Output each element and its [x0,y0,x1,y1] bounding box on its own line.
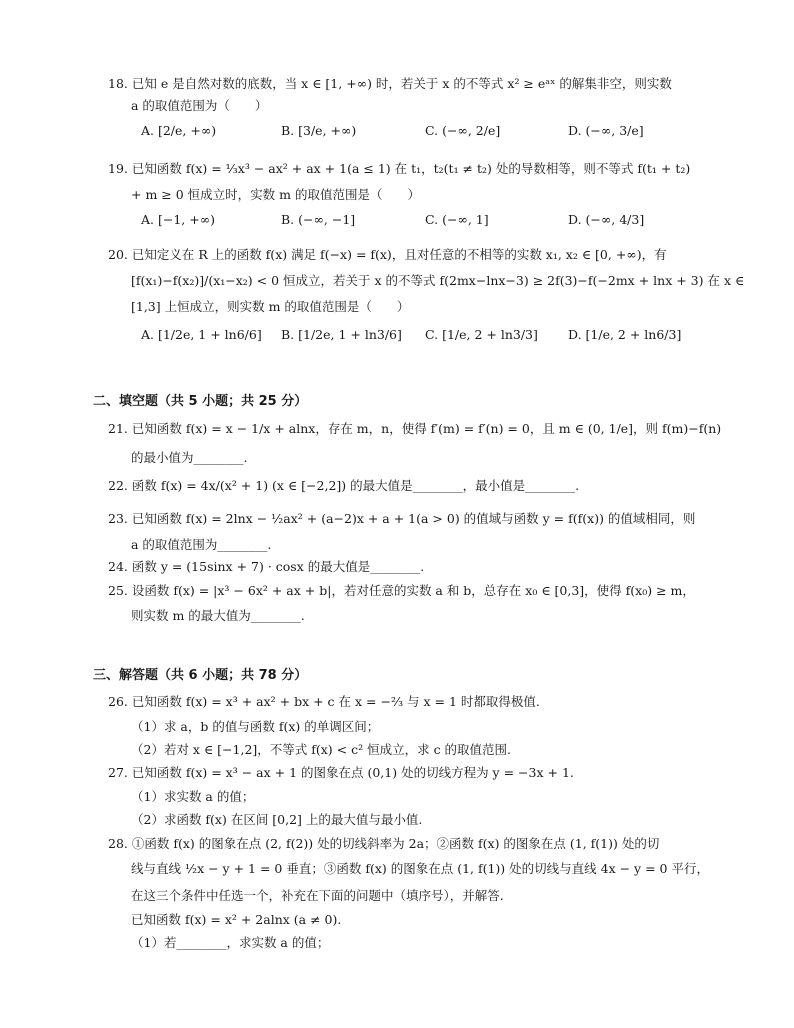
q28-line5: （1）若________，求实数 a 的值； [131,935,330,950]
q23-line2: a 的取值范围为________. [131,537,272,552]
q19-option-b: B. (−∞, −1] [281,212,356,227]
q18-option-b: B. [3/e, +∞) [281,123,357,138]
q22-line1: 22. 函数 f(x) = 4x/(x² + 1) (x ∈ [−2,2]) 的最大值是________，最小值是________. [108,478,580,493]
q19-option-a: A. [−1, +∞) [141,212,215,227]
q19-option-c: C. (−∞, 1] [425,212,489,227]
q28-line4: 已知函数 f(x) = x² + 2alnx (a ≠ 0). [131,912,342,927]
q24-line1: 24. 函数 y = (15sinx + 7) · cosx 的最大值是________. [108,559,425,574]
q27-line3: （2）求函数 f(x) 在区间 [0,2] 上的最大值与最小值. [131,812,423,827]
q18-line2: a 的取值范围为（ ） [131,98,268,113]
q20-option-d: D. [1/e, 2 + ln6/3] [568,327,682,342]
q27-line2: （1）求实数 a 的值； [131,789,255,804]
q28-line2: 线与直线 ½x − y + 1 = 0 垂直；③函数 f(x) 的图象在点 (1, f(1)) 处的切线与直线 4x − y = 0 平行， [131,861,709,876]
q19-line1: 19. 已知函数 f(x) = ⅓x³ − ax² + ax + 1(a ≤ 1) 在 t₁，t₂(t₁ ≠ t₂) 处的导数相等，则不等式 f(t₁ + t₂) [108,161,691,176]
q19-option-d: D. (−∞, 4/3] [568,212,645,227]
section-fill-in-heading: 二、填空题（共 5 小题；共 25 分） [93,394,308,409]
q18-option-d: D. (−∞, 3/e] [568,123,644,138]
q20-option-a: A. [1/2e, 1 + ln6/6] [141,327,262,342]
q20-option-c: C. [1/e, 2 + ln3/3] [425,327,538,342]
q27-line1: 27. 已知函数 f(x) = x³ − ax + 1 的图象在点 (0,1) 处的切线方程为 y = −3x + 1. [108,765,574,780]
q18-option-c: C. (−∞, 2/e] [425,123,501,138]
q26-line2: （1）求 a，b 的值与函数 f(x) 的单调区间； [131,719,380,734]
q26-line3: （2）若对 x ∈ [−1,2]，不等式 f(x) < c² 恒成立，求 c 的取值范围. [131,742,512,757]
q20-option-b: B. [1/2e, 1 + ln3/6] [281,327,402,342]
q18-option-a: A. [2/e, +∞) [141,123,217,138]
q20-line2: [f(x₁)−f(x₂)]/(x₁−x₂) < 0 恒成立，若关于 x 的不等式 f(2mx−lnx−3) ≥ 2f(3)−f(−2mx + lnx + 3) 在 x ∈ [131,273,745,288]
q23-line1: 23. 已知函数 f(x) = 2lnx − ½ax² + (a−2)x + a + 1(a > 0) 的值域与函数 y = f(f(x)) 的值域相同，则 [108,511,696,526]
q25-line2: 则实数 m 的最大值为________. [131,608,305,623]
q20-line1: 20. 已知定义在 R 上的函数 f(x) 满足 f(−x) = f(x)，且对任意的不相等的实数 x₁, x₂ ∈ [0, +∞)，有 [108,247,667,262]
q21-line1: 21. 已知函数 f(x) = x − 1/x + alnx，存在 m，n，使得 f′(m) = f′(n) = 0，且 m ∈ (0, 1/e]，则 f(m)−f(n) [108,421,722,436]
q28-line3: 在这三个条件中任选一个，补充在下面的问题中（填序号），并解答. [131,888,504,903]
q25-line1: 25. 设函数 f(x) = |x³ − 6x² + ax + b|，若对任意的实数 a 和 b，总存在 x₀ ∈ [0,3]，使得 f(x₀) ≥ m， [108,583,695,598]
q19-line2: + m ≥ 0 恒成立时，实数 m 的取值范围是（ ） [131,187,420,202]
q28-line1: 28. ①函数 f(x) 的图象在点 (2, f(2)) 处的切线斜率为 2a；②函数 f(x) 的图象在点 (1, f(1)) 处的切 [108,836,660,851]
section-solution-heading: 三、解答题（共 6 小题；共 78 分） [93,668,308,683]
q26-line1: 26. 已知函数 f(x) = x³ + ax² + bx + c 在 x = −⅔ 与 x = 1 时都取得极值. [108,694,540,709]
q20-line3: [1,3] 上恒成立，则实数 m 的取值范围是（ ） [131,299,410,314]
q21-line2: 的最小值为________. [131,450,248,465]
q18-line1: 18. 已知 e 是自然对数的底数，当 x ∈ [1, +∞) 时，若关于 x 的不等式 x² ≥ eᵃˣ 的解集非空，则实数 [108,76,672,91]
